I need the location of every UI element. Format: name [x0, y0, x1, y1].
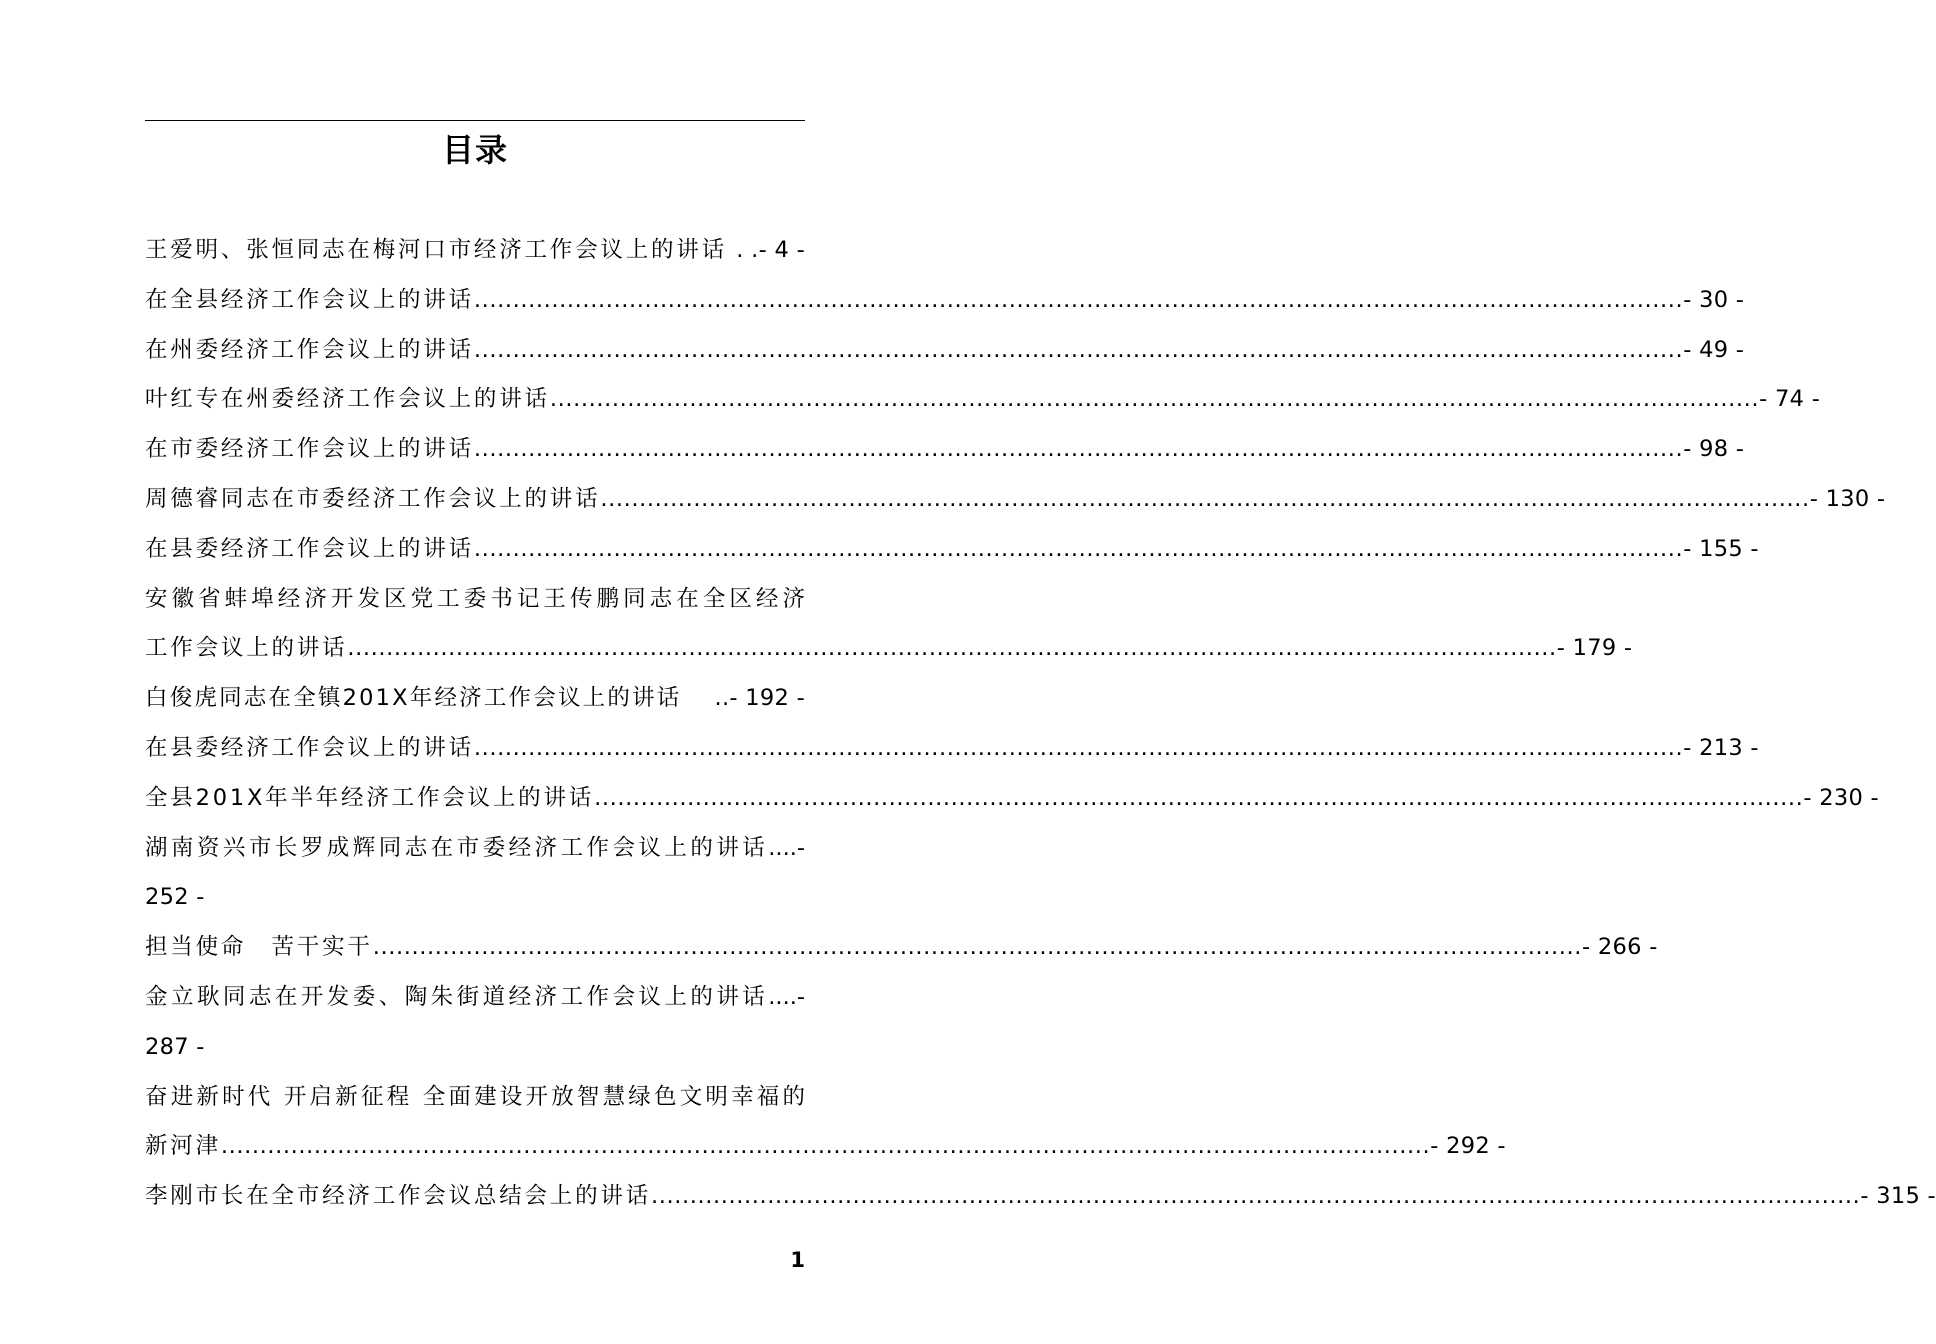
toc-entry-11[interactable]: [145, 774, 1879, 824]
toc-entry-page: ..- 192 -: [714, 685, 805, 712]
toc-entry-8-line1[interactable]: 安徽省蚌埠经济开发区党工委书记王传鹏同志在全区经济: [145, 585, 805, 612]
toc-entry-page: - 213 -: [1683, 734, 1759, 761]
toc-entry-5[interactable]: [145, 425, 1745, 475]
toc-entry-10[interactable]: [145, 724, 1759, 774]
toc-entry-page: - 315 -: [1860, 1183, 1936, 1210]
toc-entry-2[interactable]: [145, 276, 1745, 326]
toc-entry-title: 担当使命 苦干实干: [145, 934, 373, 961]
toc-leader: [651, 1172, 1860, 1222]
toc-entry-14-line2[interactable]: 287 -: [145, 1033, 205, 1060]
toc-entry-page: - 155 -: [1683, 535, 1759, 562]
toc-leader: [474, 525, 1683, 575]
toc-entry-6[interactable]: [145, 475, 1886, 525]
toc-entry-page: - 230 -: [1803, 784, 1879, 811]
toc-leader: [474, 276, 1683, 326]
toc-entry-title: 新河津: [145, 1133, 221, 1160]
toc-entry-4[interactable]: [145, 375, 1821, 425]
toc-leader: [474, 425, 1683, 475]
page-number: 1: [790, 1248, 805, 1272]
toc-entry-12-line2[interactable]: 252 -: [145, 884, 205, 911]
toc-entry-7[interactable]: [145, 525, 1759, 575]
toc-leader: [594, 774, 1803, 824]
toc-entry-page: . .- 4 -: [736, 237, 805, 263]
toc-entry-title: 李刚市长在全市经济工作会议总结会上的讲话: [145, 1183, 652, 1210]
toc-entry-12-line1[interactable]: 湖南资兴市长罗成辉同志在市委经济工作会议上的讲话....-: [145, 834, 805, 861]
toc-entry-13[interactable]: [145, 923, 1658, 973]
toc-entry-15[interactable]: [145, 1122, 1506, 1172]
header-rule: [145, 120, 805, 121]
toc-leader: [474, 326, 1683, 376]
toc-entry-title: 工作会议上的讲话: [145, 635, 348, 662]
toc-entry-page: - 266 -: [1582, 934, 1658, 961]
toc-entry-page: - 30 -: [1683, 286, 1745, 313]
toc-leader: [373, 923, 1582, 973]
table-of-contents: [145, 226, 1936, 1222]
toc-entry-title: 王爱明、张恒同志在梅河口市经济工作会议上的讲话: [145, 237, 727, 263]
toc-entry-8[interactable]: [145, 624, 1633, 674]
toc-entry-page: - 292 -: [1430, 1133, 1506, 1160]
toc-entry-page: - 179 -: [1556, 635, 1633, 662]
toc-entry-title: 在市委经济工作会议上的讲话: [145, 436, 474, 463]
toc-entry-title: 白俊虎同志在全镇201X年经济工作会议上的讲话: [145, 685, 682, 712]
toc-leader: [474, 724, 1683, 774]
toc-entry-14-line1[interactable]: 金立耿同志在开发委、陶朱街道经济工作会议上的讲话....-: [145, 983, 805, 1010]
toc-entry-title: 全县201X年半年经济工作会议上的讲话: [145, 784, 595, 811]
toc-entry-title: 叶红专在州委经济工作会议上的讲话: [145, 386, 550, 413]
toc-entry-3[interactable]: [145, 326, 1745, 376]
toc-leader: [347, 624, 1556, 674]
toc-entry-title: 在县委经济工作会议上的讲话: [145, 734, 474, 761]
toc-entry-title: 在县委经济工作会议上的讲话: [145, 535, 474, 562]
toc-entry-page: - 49 -: [1683, 336, 1745, 363]
toc-entry-16[interactable]: [145, 1172, 1936, 1222]
toc-entry-9[interactable]: [145, 674, 805, 724]
toc-entry-page: - 130 -: [1809, 485, 1886, 512]
toc-entry-page: - 98 -: [1683, 436, 1745, 463]
toc-leader: [550, 375, 1759, 425]
toc-entry-title: 在州委经济工作会议上的讲话: [145, 336, 474, 363]
toc-entry-title: 在全县经济工作会议上的讲话: [145, 286, 474, 313]
toc-leader: [221, 1122, 1430, 1172]
page-title: 目录: [441, 131, 508, 169]
toc-entry-1[interactable]: [145, 226, 805, 276]
toc-entry-page: - 74 -: [1759, 386, 1821, 413]
toc-leader: [600, 475, 1809, 525]
toc-entry-15-line1[interactable]: 奋进新时代 开启新征程 全面建设开放智慧绿色文明幸福的: [145, 1083, 805, 1110]
toc-entry-title: 周德睿同志在市委经济工作会议上的讲话: [145, 485, 601, 512]
